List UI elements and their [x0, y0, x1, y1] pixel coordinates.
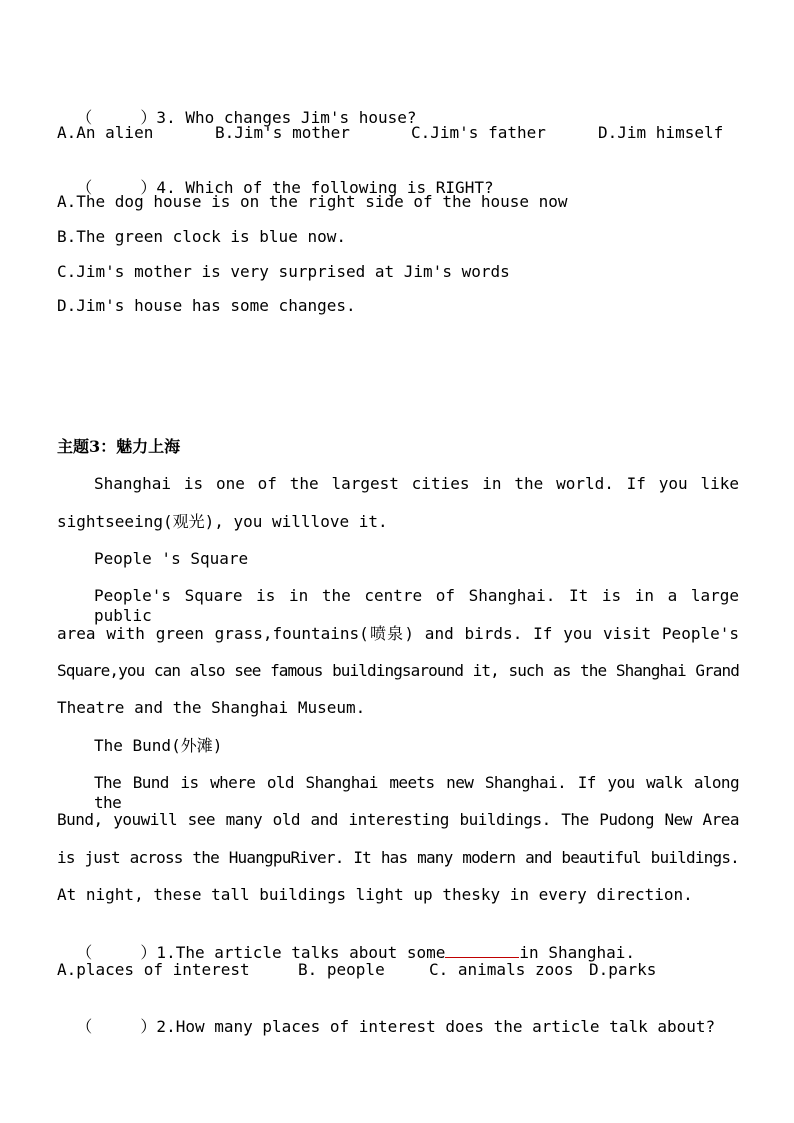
question-2-prefix: （ ）2. [76, 1017, 176, 1036]
answer-blank[interactable] [445, 942, 519, 958]
question-3-text: Who changes Jim's house? [175, 108, 417, 127]
question-2-text: How many places of interest does the article talk about? [175, 1017, 716, 1036]
question-4-text: Which of the following is RIGHT? [175, 178, 494, 197]
question-1-option-d: D.parks [589, 960, 657, 979]
question-4-option-d: D.Jim's house has some changes. [57, 296, 356, 315]
the-bund-line-3: is just across the HuangpuRiver. It has many modern and beautiful buildings. [57, 848, 739, 867]
intro-line-2: sightseeing(观光), you willlove it. [57, 512, 388, 531]
question-1 [57, 922, 635, 963]
question-4-option-c: C.Jim's mother is very surprised at Jim's words [57, 262, 510, 281]
section-heading: 主题3：魅力上海 [57, 437, 181, 456]
intro-line-1: Shanghai is one of the largest cities in the world. If you like [94, 474, 739, 493]
question-1-text-before: The article talks about some [175, 943, 446, 962]
peoples-square-line-3: Square,you can also see famous buildingsaround it, such as the Shanghai Grand [57, 661, 739, 680]
question-3-prefix: （ ）3. [76, 108, 176, 127]
question-2 [57, 997, 715, 1037]
the-bund-line-1: The Bund is where old Shanghai meets new Shanghai. If you walk along the [94, 773, 739, 812]
question-1-option-c: C. animals zoos [429, 960, 574, 979]
question-3-option-a: A.An alien [57, 123, 154, 142]
question-1-option-a: A.places of interest [57, 960, 250, 979]
peoples-square-line-1: People's Square is in the centre of Shanghai. It is in a large public [94, 586, 739, 625]
question-4-option-b: B.The green clock is blue now. [57, 227, 346, 246]
question-3-options [57, 123, 727, 143]
subheading-the-bund: The Bund(外滩) [94, 736, 223, 755]
question-3-option-b: B.Jim's mother [215, 123, 350, 142]
subheading-peoples-square: People 's Square [94, 549, 249, 568]
question-3 [57, 88, 417, 128]
question-4-option-a: A.The dog house is on the right side of the house now [57, 192, 568, 211]
question-3-option-c: C.Jim's father [411, 123, 546, 142]
question-1-options [57, 960, 727, 980]
question-1-text-after: in Shanghai. [519, 943, 636, 962]
question-4-prefix: （ ）4. [76, 178, 176, 197]
the-bund-line-4: At night, these tall buildings light up thesky in every direction. [57, 885, 693, 904]
the-bund-line-2: Bund, youwill see many old and interesting buildings. The Pudong New Area [57, 810, 739, 829]
question-3-option-d: D.Jim himself [598, 123, 724, 142]
question-1-option-b: B. people [298, 960, 385, 979]
question-1-prefix: （ ）1. [76, 943, 176, 962]
peoples-square-line-2: area with green grass,fountains(喷泉) and birds. If you visit People's [57, 624, 739, 643]
peoples-square-line-4: Theatre and the Shanghai Museum. [57, 698, 366, 717]
